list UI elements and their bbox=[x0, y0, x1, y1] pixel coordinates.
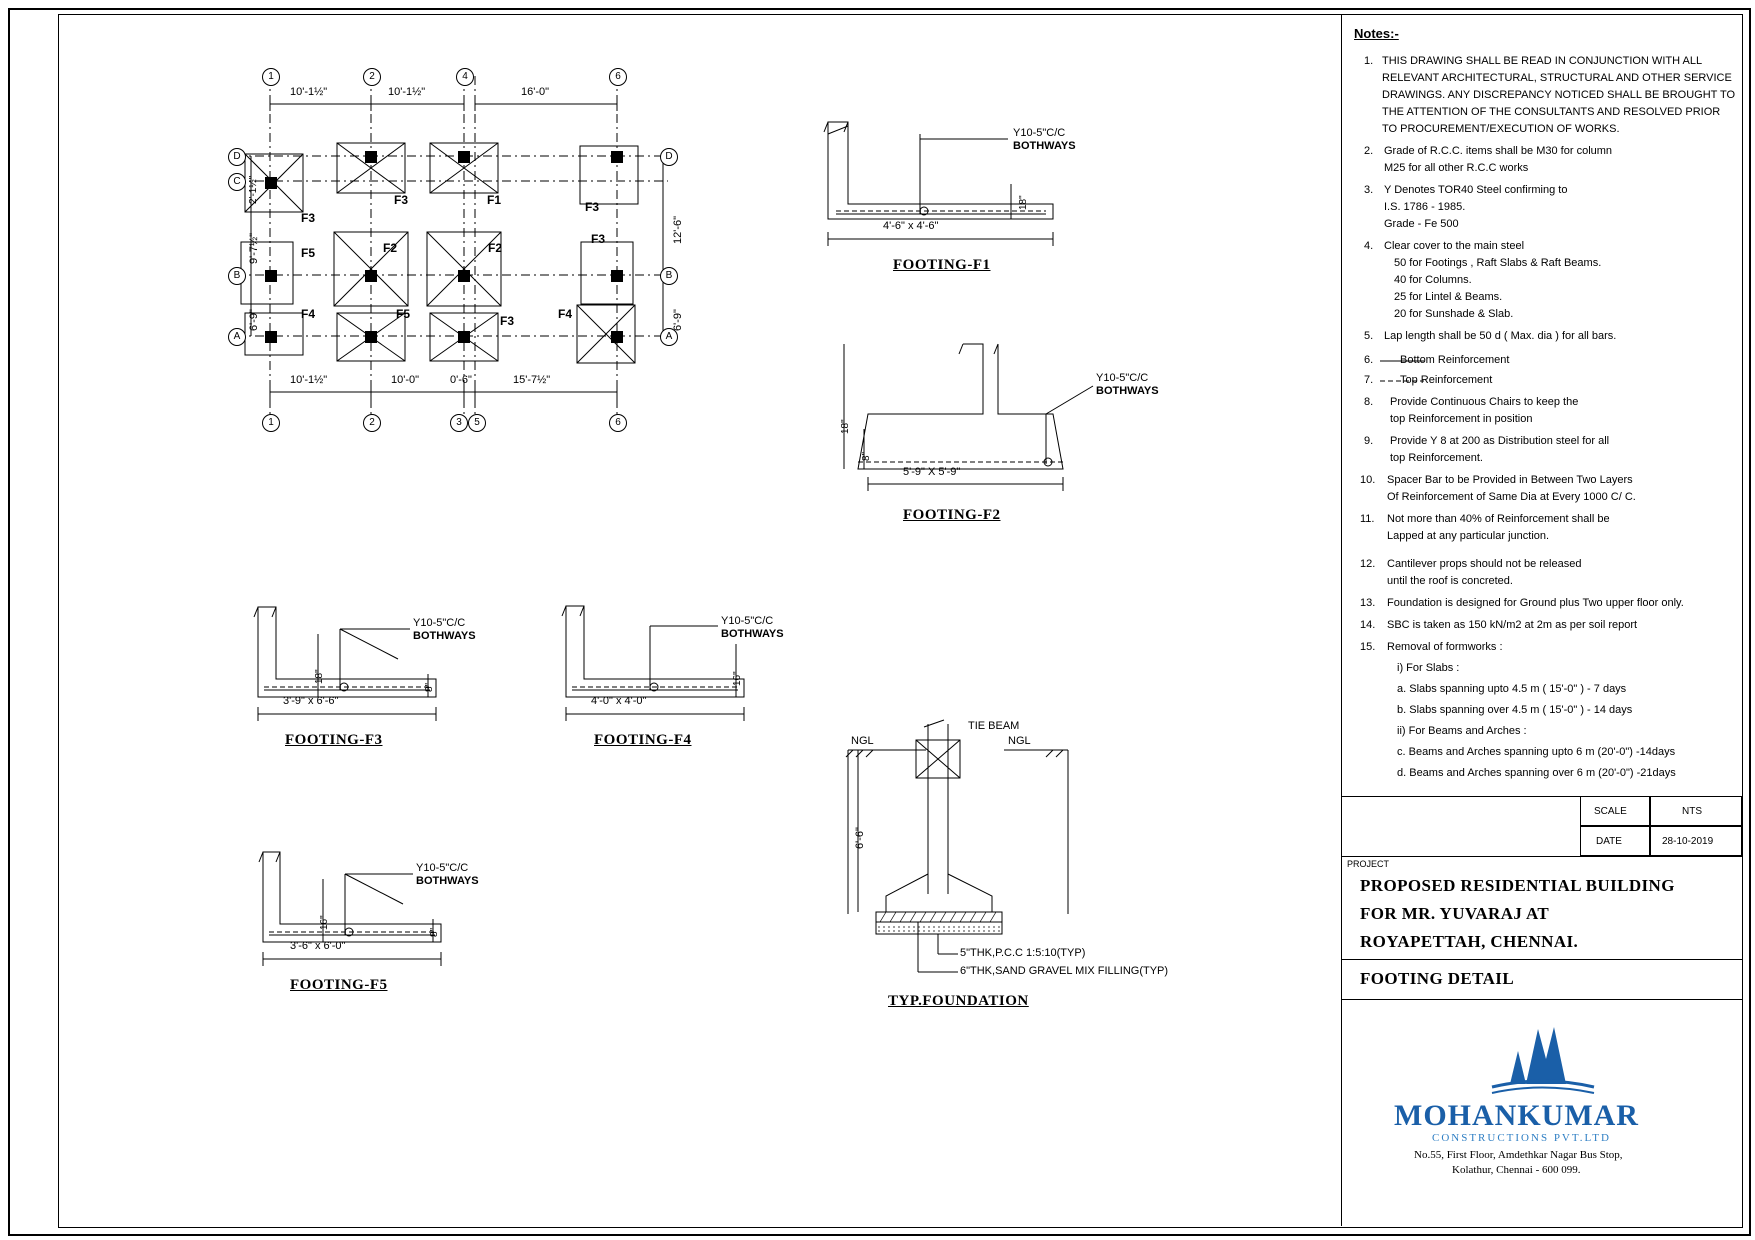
f4-size-dim: 4'-0" x 4'-0" bbox=[591, 695, 647, 707]
note-number: 1. bbox=[1364, 55, 1374, 67]
plan-dim-top-3: 16'-0" bbox=[521, 86, 550, 98]
f4-rebar-label2: BOTHWAYS bbox=[721, 628, 784, 640]
note-number: 5. bbox=[1364, 330, 1374, 342]
note-line: Not more than 40% of Reinforcement shall be bbox=[1387, 513, 1610, 525]
note-line: i) For Slabs : bbox=[1397, 662, 1460, 674]
grid-label-top-4: 4 bbox=[456, 68, 474, 86]
f2-depth-dim-2: 8" bbox=[861, 451, 872, 461]
typ-ngl-left: NGL bbox=[851, 735, 874, 747]
project-label: PROJECT bbox=[1347, 859, 1390, 869]
plan-footing-tag: F3 bbox=[394, 193, 409, 207]
note-number: 7. bbox=[1364, 374, 1374, 386]
titleblock-divider-project bbox=[1342, 856, 1742, 857]
plan-footing-tag: F2 bbox=[383, 241, 398, 255]
plan-footing-tag: F5 bbox=[396, 307, 411, 321]
grid-label-top-6: 6 bbox=[609, 68, 627, 86]
plan-footing-tag: F3 bbox=[591, 232, 606, 246]
f5-caption: FOOTING-F5 bbox=[290, 977, 388, 993]
column-stub bbox=[458, 331, 470, 343]
grid-label-left-b: B bbox=[228, 267, 246, 285]
project-title-line-2: FOR MR. YUVARAJ AT bbox=[1360, 904, 1550, 923]
column-stub bbox=[265, 177, 277, 189]
f3-rebar-label: Y10-5"C/C bbox=[413, 617, 466, 629]
company-address-line-2: Kolathur, Chennai - 600 099. bbox=[1452, 1164, 1581, 1176]
note-line: THE ATTENTION OF THE CONSULTANTS AND RESOLVED PRIOR bbox=[1382, 106, 1721, 118]
f2-rebar-label2: BOTHWAYS bbox=[1096, 385, 1159, 397]
typ-ngl-right: NGL bbox=[1008, 735, 1031, 747]
grid-label-right-b: B bbox=[660, 267, 678, 285]
plan-dim-left-1: 2'-1½" bbox=[248, 175, 259, 204]
f2-caption: FOOTING-F2 bbox=[903, 507, 1001, 523]
grid-label-right-d: D bbox=[660, 148, 678, 166]
f5-rebar-label: Y10-5"C/C bbox=[416, 862, 469, 874]
note-line: Bottom Reinforcement bbox=[1400, 354, 1510, 366]
notes-panel bbox=[1341, 14, 1742, 1226]
plan-footing-tag: F4 bbox=[301, 307, 316, 321]
grid-label-bottom-1: 1 bbox=[262, 414, 280, 432]
grid-label-top-1: 1 bbox=[262, 68, 280, 86]
f2-depth-dim: 18" bbox=[840, 419, 851, 434]
note-line: a. Slabs spanning upto 4.5 m ( 15'-0" ) - 7 days bbox=[1397, 683, 1627, 695]
f5-size-dim: 3'-6" x 6'-0" bbox=[290, 940, 346, 952]
company-address-line-1: No.55, First Floor, Amdethkar Nagar Bus Stop, bbox=[1414, 1149, 1623, 1161]
column-stub bbox=[365, 331, 377, 343]
column-stub bbox=[611, 331, 623, 343]
note-line: Provide Continuous Chairs to keep the bbox=[1390, 396, 1579, 408]
typ-note-pcc: 5"THK,P.C.C 1:5:10(TYP) bbox=[960, 947, 1086, 959]
note-line: Grade of R.C.C. items shall be M30 for column bbox=[1384, 145, 1613, 157]
date-value: 28-10-2019 bbox=[1662, 836, 1714, 847]
note-number: 3. bbox=[1364, 184, 1374, 196]
f5-rebar-label2: BOTHWAYS bbox=[416, 875, 479, 887]
column-stub bbox=[265, 270, 277, 282]
plan-dim-bottom-3: 0'-6" bbox=[450, 374, 472, 386]
f4-depth-dim: 16" bbox=[732, 671, 743, 686]
note-line: DRAWINGS. ANY DISCREPANCY NOTICED SHALL BE BROUGHT TO bbox=[1382, 89, 1736, 101]
grid-label-bottom-2: 2 bbox=[363, 414, 381, 432]
note-line: M25 for all other R.C.C works bbox=[1384, 162, 1529, 174]
f3-size-dim: 3'-9" x 6'-6" bbox=[283, 695, 339, 707]
note-line: c. Beams and Arches spanning upto 6 m (20'-0") -14days bbox=[1397, 746, 1676, 758]
f3-depth-dim-2: 8" bbox=[424, 682, 435, 692]
plan-dim-right-2: 6'-9" bbox=[672, 309, 684, 331]
f1-depth-dim: 18" bbox=[1018, 195, 1029, 210]
plan-footing-tag: F2 bbox=[488, 241, 503, 255]
note-line: RELEVANT ARCHITECTURAL, STRUCTURAL AND OTHER SERVICE bbox=[1382, 72, 1732, 84]
note-line: Foundation is designed for Ground plus Two upper floor only. bbox=[1387, 597, 1684, 609]
note-line: top Reinforcement. bbox=[1390, 452, 1483, 464]
drawing-area bbox=[58, 14, 1341, 1226]
plan-dim-left-3: 6'-9" bbox=[248, 309, 260, 331]
note-line: 40 for Columns. bbox=[1394, 274, 1472, 286]
f3-depth-dim: 18" bbox=[314, 669, 325, 684]
f5-depth-dim: 16" bbox=[319, 915, 330, 930]
notes-heading: Notes:- bbox=[1354, 26, 1399, 41]
company-subtitle: CONSTRUCTIONS PVT.LTD bbox=[1432, 1132, 1611, 1144]
f1-rebar-label2: BOTHWAYS bbox=[1013, 140, 1076, 152]
note-line: d. Beams and Arches spanning over 6 m (20'-0") -21days bbox=[1397, 767, 1676, 779]
note-line: b. Slabs spanning over 4.5 m ( 15'-0" ) - 14 days bbox=[1397, 704, 1633, 716]
note-line: Clear cover to the main steel bbox=[1384, 240, 1525, 252]
note-line: Lapped at any particular junction. bbox=[1387, 530, 1550, 542]
typ-caption: TYP.FOUNDATION bbox=[888, 993, 1029, 1009]
f5-depth-dim-2: 8" bbox=[429, 927, 440, 937]
plan-dim-right-1: 12'-6" bbox=[672, 215, 684, 244]
f2-rebar-label: Y10-5"C/C bbox=[1096, 372, 1149, 384]
plan-dim-top-2: 10'-1½" bbox=[388, 86, 426, 98]
plan-footing-tag: F5 bbox=[301, 246, 316, 260]
note-line: 20 for Sunshade & Slab. bbox=[1394, 308, 1514, 320]
plan-dim-bottom-1: 10'-1½" bbox=[290, 374, 328, 386]
note-line: Y Denotes TOR40 Steel confirming to bbox=[1384, 184, 1568, 196]
note-number: 9. bbox=[1364, 435, 1374, 447]
column-stub bbox=[458, 270, 470, 282]
titleblock-divider-logo bbox=[1342, 999, 1742, 1000]
note-number: 4. bbox=[1364, 240, 1374, 252]
f4-rebar-label: Y10-5"C/C bbox=[721, 615, 774, 627]
typ-height-dim: 6'-6" bbox=[854, 827, 866, 849]
note-line: I.S. 1786 - 1985. bbox=[1384, 201, 1466, 213]
grid-label-right-a: A bbox=[660, 328, 678, 346]
grid-label-left-c: C bbox=[228, 173, 246, 191]
scale-value: NTS bbox=[1682, 806, 1702, 817]
note-number: 12. bbox=[1360, 558, 1376, 570]
f1-rebar-label: Y10-5"C/C bbox=[1013, 127, 1066, 139]
column-stub bbox=[365, 270, 377, 282]
plan-dim-top-1: 10'-1½" bbox=[290, 86, 328, 98]
note-line: SBC is taken as 150 kN/m2 at 2m as per soil report bbox=[1387, 619, 1638, 631]
plan-footing-tag: F3 bbox=[500, 314, 515, 328]
grid-label-bottom-6: 6 bbox=[609, 414, 627, 432]
note-line: Of Reinforcement of Same Dia at Every 1000 C/ C. bbox=[1387, 491, 1636, 503]
column-stub bbox=[611, 151, 623, 163]
column-stub bbox=[611, 270, 623, 282]
plan-footing-tag: F3 bbox=[585, 200, 600, 214]
grid-label-bottom-3: 3 bbox=[450, 414, 468, 432]
grid-label-bottom-5: 5 bbox=[468, 414, 486, 432]
note-line: Grade - Fe 500 bbox=[1384, 218, 1459, 230]
scale-label: SCALE bbox=[1594, 806, 1627, 817]
grid-label-left-a: A bbox=[228, 328, 246, 346]
note-number: 2. bbox=[1364, 145, 1374, 157]
note-number: 14. bbox=[1360, 619, 1376, 631]
note-line: Lap length shall be 50 d ( Max. dia ) for all bars. bbox=[1384, 330, 1617, 342]
note-line: Provide Y 8 at 200 as Distribution steel for all bbox=[1390, 435, 1610, 447]
company-name: MOHANKUMAR bbox=[1394, 1099, 1639, 1132]
note-line: Removal of formworks : bbox=[1387, 641, 1503, 653]
f3-caption: FOOTING-F3 bbox=[285, 732, 383, 748]
note-line: 50 for Footings , Raft Slabs & Raft Beams. bbox=[1394, 257, 1602, 269]
note-number: 8. bbox=[1364, 396, 1374, 408]
f1-size-dim: 4'-6" x 4'-6" bbox=[883, 220, 939, 232]
plan-footing-tag: F3 bbox=[301, 211, 316, 225]
note-line: 25 for Lintel & Beams. bbox=[1394, 291, 1503, 303]
note-line: Top Reinforcement bbox=[1400, 374, 1493, 386]
note-line: top Reinforcement in position bbox=[1390, 413, 1533, 425]
drawing-title: FOOTING DETAIL bbox=[1360, 969, 1515, 988]
plan-dim-bottom-4: 15'-7½" bbox=[513, 374, 551, 386]
note-number: 6. bbox=[1364, 354, 1374, 366]
grid-label-left-d: D bbox=[228, 148, 246, 166]
note-number: 11. bbox=[1360, 513, 1375, 525]
typ-tie-beam-label: TIE BEAM bbox=[968, 720, 1020, 732]
note-line: Cantilever props should not be released bbox=[1387, 558, 1582, 570]
plan-footing-tag: F1 bbox=[487, 193, 502, 207]
note-number: 13. bbox=[1360, 597, 1376, 609]
plan-footing-tag: F4 bbox=[558, 307, 573, 321]
grid-label-top-2: 2 bbox=[363, 68, 381, 86]
typ-note-sand: 6"THK,SAND GRAVEL MIX FILLING(TYP) bbox=[960, 965, 1169, 977]
column-stub bbox=[365, 151, 377, 163]
f3-rebar-label2: BOTHWAYS bbox=[413, 630, 476, 642]
note-number: 10. bbox=[1360, 474, 1376, 486]
note-line: THIS DRAWING SHALL BE READ IN CONJUNCTION WITH ALL bbox=[1382, 55, 1703, 67]
note-line: Spacer Bar to be Provided in Between Two Layers bbox=[1387, 474, 1633, 486]
f1-caption: FOOTING-F1 bbox=[893, 257, 991, 273]
project-title-line-3: ROYAPETTAH, CHENNAI. bbox=[1360, 932, 1579, 951]
plan-dim-left-2: 9'-7½" bbox=[248, 232, 260, 264]
titleblock-divider-drawing bbox=[1342, 959, 1742, 960]
plan-dim-bottom-2: 10'-0" bbox=[391, 374, 420, 386]
note-line: until the roof is concreted. bbox=[1387, 575, 1513, 587]
date-label: DATE bbox=[1596, 836, 1622, 847]
project-title-line-1: PROPOSED RESIDENTIAL BUILDING bbox=[1360, 876, 1675, 895]
f4-caption: FOOTING-F4 bbox=[594, 732, 692, 748]
f2-size-dim: 5'-9" X 5'-9" bbox=[903, 466, 961, 478]
note-number: 15. bbox=[1360, 641, 1376, 653]
note-line: ii) For Beams and Arches : bbox=[1397, 725, 1527, 737]
note-line: TO PROCUREMENT/EXECUTION OF WORKS. bbox=[1382, 123, 1620, 135]
column-stub bbox=[265, 331, 277, 343]
column-stub bbox=[458, 151, 470, 163]
